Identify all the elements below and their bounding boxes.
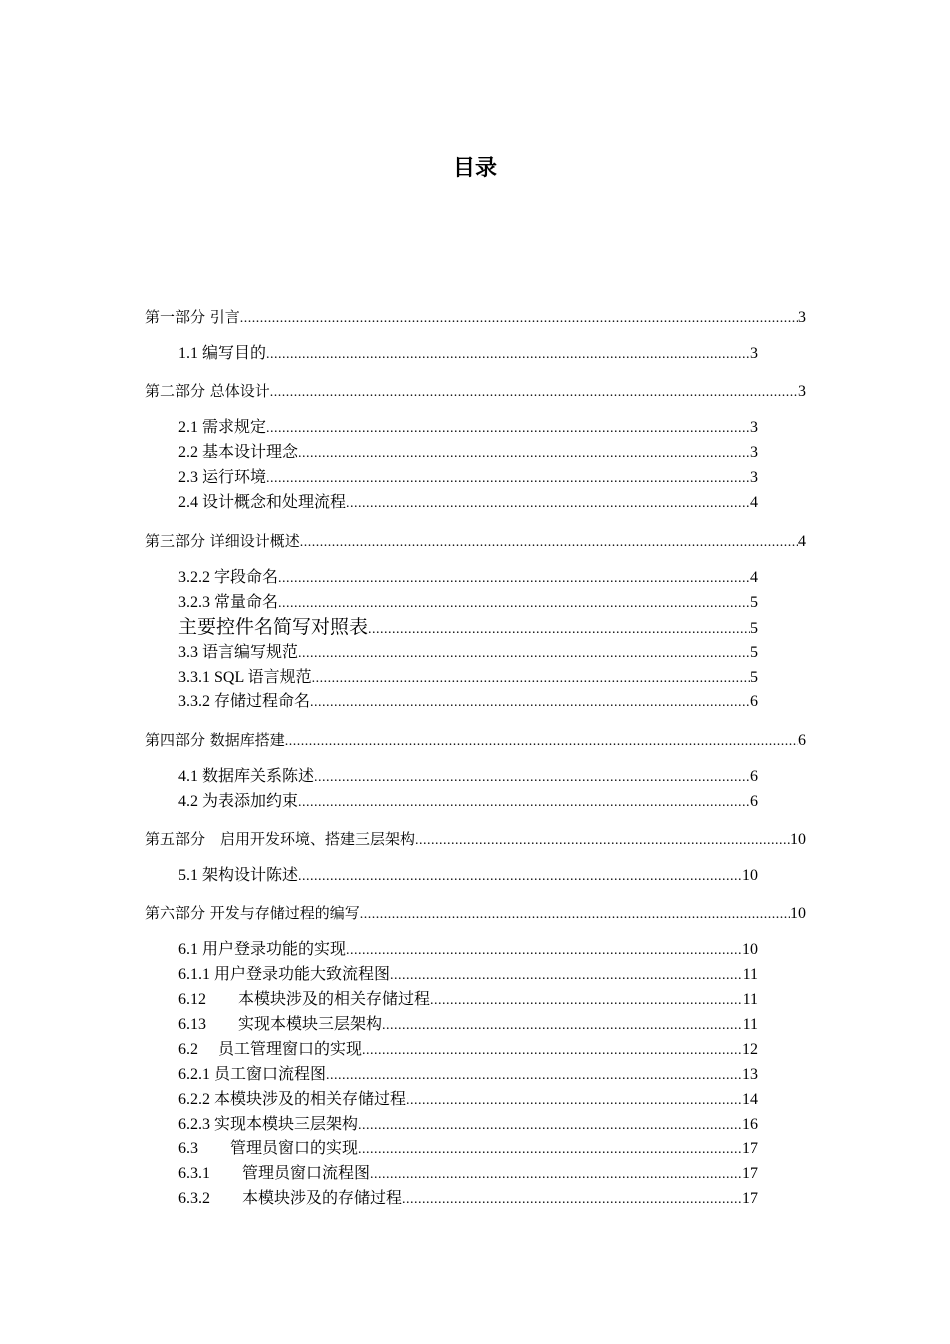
toc-page-number: 3 bbox=[750, 469, 758, 486]
toc-page-number: 5 bbox=[750, 644, 758, 661]
toc-entry[interactable] bbox=[178, 667, 758, 690]
dot-leader bbox=[266, 344, 750, 366]
dot-leader bbox=[312, 668, 750, 690]
toc-page-number: 5 bbox=[750, 669, 758, 686]
toc-entry-label: 2.2 基本设计理念 bbox=[178, 444, 299, 461]
toc-entry[interactable] bbox=[178, 989, 758, 1012]
toc-entry-label: 主要控件名简写对照表 bbox=[178, 617, 369, 638]
toc-entry-label: 4.1 数据库关系陈述 bbox=[178, 768, 315, 785]
toc-page-number: 17 bbox=[742, 1190, 758, 1207]
toc-entry[interactable] bbox=[178, 442, 758, 465]
dot-leader bbox=[362, 1040, 742, 1062]
toc-entry-label: 6.1 用户登录功能的实现 bbox=[178, 941, 347, 958]
toc-entry-label: 6.3 管理员窗口的实现 bbox=[178, 1140, 359, 1157]
dot-leader bbox=[358, 1139, 742, 1161]
dot-leader bbox=[360, 904, 790, 926]
toc-entry-label: 1.1 编写目的 bbox=[178, 345, 267, 362]
toc-entry-label: 4.2 为表添加约束 bbox=[178, 793, 299, 810]
toc-page-number: 11 bbox=[742, 991, 758, 1008]
toc-page-number: 12 bbox=[742, 1041, 758, 1058]
dot-leader bbox=[298, 792, 750, 814]
dot-leader bbox=[285, 731, 798, 753]
toc-entry-part[interactable] bbox=[145, 530, 806, 554]
toc-page-number: 13 bbox=[742, 1066, 758, 1083]
toc-page-number: 4 bbox=[750, 569, 758, 586]
toc-entry-label: 6.2 员工管理窗口的实现 bbox=[178, 1041, 363, 1058]
dot-leader bbox=[368, 619, 750, 641]
toc-entry-label: 第一部分 引言 bbox=[145, 308, 240, 326]
dot-leader bbox=[382, 1015, 743, 1037]
dot-leader bbox=[270, 382, 798, 404]
dot-leader bbox=[310, 692, 750, 714]
toc-page-number: 6 bbox=[750, 693, 758, 710]
dot-leader bbox=[266, 468, 750, 490]
dot-leader bbox=[298, 643, 750, 665]
dot-leader bbox=[300, 532, 798, 554]
toc-entry-label: 6.3.2 本模块涉及的存储过程 bbox=[178, 1190, 403, 1207]
toc-entry[interactable] bbox=[178, 467, 758, 490]
toc-entry[interactable] bbox=[178, 592, 758, 615]
dot-leader bbox=[266, 418, 750, 440]
toc-entry-label: 第二部分 总体设计 bbox=[145, 382, 270, 400]
toc-entry-part[interactable] bbox=[145, 380, 806, 404]
toc-page-number: 3 bbox=[750, 444, 758, 461]
toc-entry[interactable] bbox=[178, 865, 758, 888]
dot-leader bbox=[415, 830, 790, 852]
toc-page-number: 6 bbox=[750, 793, 758, 810]
toc-entry[interactable] bbox=[178, 417, 758, 440]
toc-entry[interactable] bbox=[178, 567, 758, 590]
toc-entry-label: 6.3.1 管理员窗口流程图 bbox=[178, 1165, 371, 1182]
toc-entry-label: 6.12 本模块涉及的相关存储过程 bbox=[178, 991, 431, 1008]
dot-leader bbox=[346, 940, 742, 962]
toc-entry-part[interactable] bbox=[145, 902, 806, 926]
toc-page-number: 4 bbox=[750, 494, 758, 511]
dot-leader bbox=[298, 443, 750, 465]
toc-entry-label: 3.3.2 存储过程命名 bbox=[178, 693, 311, 710]
toc-entry[interactable] bbox=[178, 766, 758, 789]
toc-page-number: 10 bbox=[742, 941, 758, 958]
toc-page-number: 10 bbox=[790, 831, 806, 848]
toc-page-number: 3 bbox=[750, 419, 758, 436]
toc-entry[interactable] bbox=[178, 617, 758, 641]
toc-entry[interactable] bbox=[178, 1163, 758, 1186]
toc-entry[interactable] bbox=[178, 642, 758, 665]
toc-entry[interactable] bbox=[178, 939, 758, 962]
toc-entry[interactable] bbox=[178, 691, 758, 714]
toc-entry[interactable] bbox=[178, 1138, 758, 1161]
dot-leader bbox=[430, 990, 743, 1012]
toc-entry-label: 6.1.1 用户登录功能大致流程图 bbox=[178, 966, 391, 983]
toc-page-number: 3 bbox=[798, 383, 806, 400]
toc-page-number: 5 bbox=[750, 620, 758, 637]
toc-page-number: 6 bbox=[750, 768, 758, 785]
toc-entry[interactable] bbox=[178, 1064, 758, 1087]
dot-leader bbox=[278, 568, 750, 590]
toc-entry-label: 2.4 设计概念和处理流程 bbox=[178, 494, 347, 511]
toc-entry-label: 3.2.2 字段命名 bbox=[178, 569, 279, 586]
toc-entry-part[interactable] bbox=[145, 306, 806, 330]
dot-leader bbox=[406, 1090, 742, 1112]
toc-page-number: 11 bbox=[742, 966, 758, 983]
dot-leader bbox=[370, 1164, 742, 1186]
toc-entry-label: 第五部分 启用开发环境、搭建三层架构 bbox=[145, 830, 416, 848]
toc-entry-label: 第三部分 详细设计概述 bbox=[145, 532, 300, 550]
toc-entry[interactable] bbox=[178, 1089, 758, 1112]
toc-entry[interactable] bbox=[178, 1039, 758, 1062]
toc-entry-label: 6.2.2 本模块涉及的相关存储过程 bbox=[178, 1091, 407, 1108]
toc-page-number: 17 bbox=[742, 1165, 758, 1182]
toc-entry-label: 3.3.1 SQL 语言规范 bbox=[178, 669, 312, 686]
toc-entry-label: 3.2.3 常量命名 bbox=[178, 594, 279, 611]
dot-leader bbox=[346, 493, 750, 515]
dot-leader bbox=[240, 308, 798, 330]
dot-leader bbox=[278, 593, 750, 615]
toc-entry[interactable] bbox=[178, 1188, 758, 1211]
toc-page-number: 16 bbox=[742, 1116, 758, 1133]
toc-entry-label: 6.13 实现本模块三层架构 bbox=[178, 1016, 383, 1033]
toc-entry-label: 3.3 语言编写规范 bbox=[178, 644, 299, 661]
toc-page-number: 11 bbox=[742, 1016, 758, 1033]
toc-entry-label: 2.3 运行环境 bbox=[178, 469, 267, 486]
dot-leader bbox=[314, 767, 750, 789]
toc-entry-label: 第四部分 数据库搭建 bbox=[145, 731, 285, 749]
toc-page-number: 14 bbox=[742, 1091, 758, 1108]
dot-leader bbox=[298, 866, 742, 888]
toc-entry[interactable] bbox=[178, 343, 758, 366]
dot-leader bbox=[326, 1065, 742, 1087]
toc-page-number: 3 bbox=[798, 309, 806, 326]
toc-entry-label: 2.1 需求规定 bbox=[178, 419, 267, 436]
toc-page-number: 5 bbox=[750, 594, 758, 611]
toc-entry-part[interactable] bbox=[145, 828, 806, 852]
dot-leader bbox=[390, 965, 743, 987]
toc-entry[interactable] bbox=[178, 1014, 758, 1037]
toc-entry-label: 第六部分 开发与存储过程的编写 bbox=[145, 904, 360, 922]
dot-leader bbox=[358, 1115, 742, 1137]
toc-page-number: 3 bbox=[750, 345, 758, 362]
toc-entry-part[interactable] bbox=[145, 729, 806, 753]
toc-page-number: 10 bbox=[742, 867, 758, 884]
toc-entry-label: 6.2.1 员工窗口流程图 bbox=[178, 1066, 327, 1083]
toc-page-number: 10 bbox=[790, 905, 806, 922]
toc-page-number: 17 bbox=[742, 1140, 758, 1157]
toc-page-number: 6 bbox=[798, 732, 806, 749]
toc-page-number: 4 bbox=[798, 533, 806, 550]
toc-entry[interactable] bbox=[178, 964, 758, 987]
toc-title: 目录 bbox=[452, 156, 497, 181]
toc-entry[interactable] bbox=[178, 492, 758, 515]
dot-leader bbox=[402, 1189, 742, 1211]
toc-entry-label: 5.1 架构设计陈述 bbox=[178, 867, 299, 884]
toc-entry[interactable] bbox=[178, 791, 758, 814]
toc-entry[interactable] bbox=[178, 1114, 758, 1137]
toc-entry-label: 6.2.3 实现本模块三层架构 bbox=[178, 1116, 359, 1133]
